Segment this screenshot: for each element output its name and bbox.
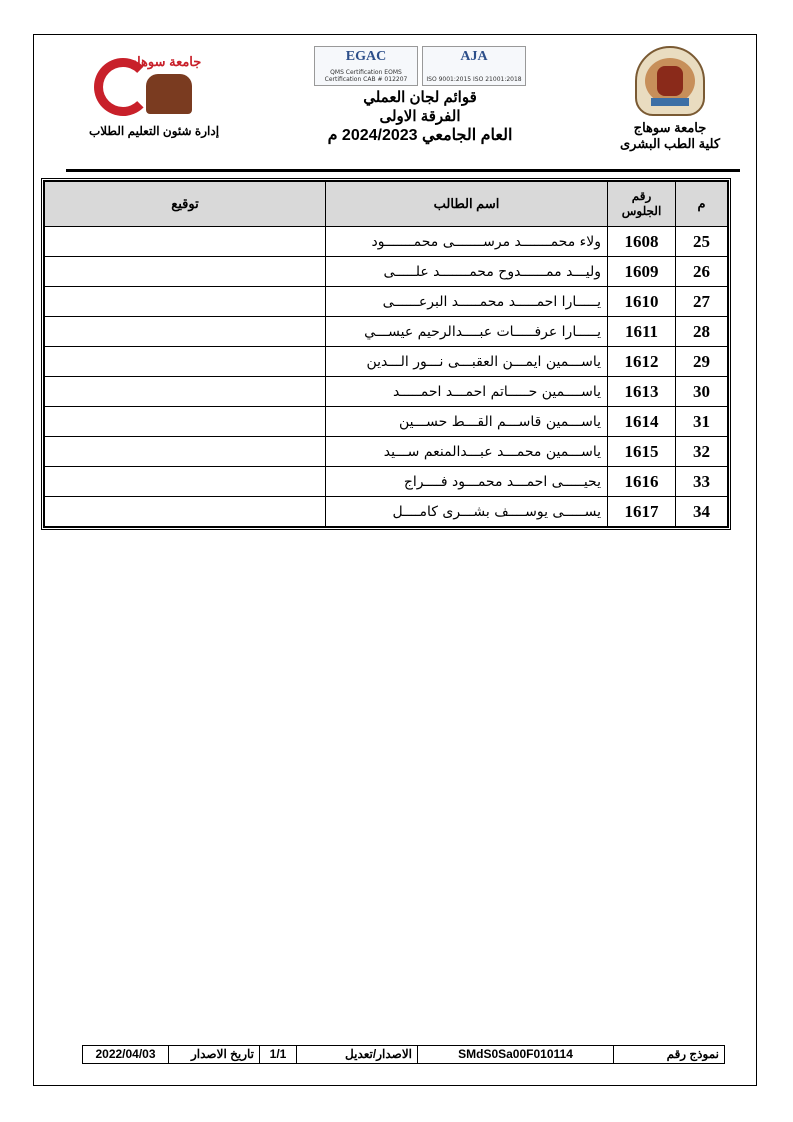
seat-number: 1608: [608, 227, 676, 257]
row-number: 33: [676, 467, 728, 497]
form-code: SMdS0Sa00F010114: [417, 1046, 613, 1063]
signature-cell: [45, 437, 326, 467]
issue-value: 1/1: [259, 1046, 296, 1063]
student-name: يـــــارا عرفـــــات عبــــدالرحيم عيســـي: [326, 317, 608, 347]
university-crest-logo: [635, 46, 705, 116]
seat-number: 1617: [608, 497, 676, 527]
table-row: [45, 437, 728, 467]
seat-number: 1612: [608, 347, 676, 377]
department-name: إدارة شئون التعليم الطلاب: [88, 124, 220, 138]
certification-logos: [305, 46, 535, 86]
issue-date: 2022/04/03: [95, 1047, 156, 1061]
document-title: قوائم لجان العملي: [363, 89, 477, 106]
university-name: جامعة سوهاج: [633, 120, 707, 135]
table-row: [45, 347, 728, 377]
table-row: [45, 377, 728, 407]
row-number: 26: [676, 257, 728, 287]
table-row: [45, 497, 728, 527]
row-number: 30: [676, 377, 728, 407]
student-name: يحيـــــى احمـــد محمـــود فــــراج: [326, 467, 608, 497]
signature-cell: [45, 287, 326, 317]
student-name: وليـــد ممــــــدوح محمـــــــد علـــــى: [326, 257, 608, 287]
signature-cell: [45, 317, 326, 347]
academic-year: العام الجامعي 2024/2023 م: [327, 127, 513, 144]
row-number: 28: [676, 317, 728, 347]
row-number: 27: [676, 287, 728, 317]
student-name: ياســـمين قاســـم القـــط حســـين: [326, 407, 608, 437]
signature-cell: [45, 377, 326, 407]
issue-date-label: تاريخ الاصدار: [168, 1046, 259, 1063]
header-student-name: اسم الطالب: [326, 182, 608, 227]
row-number: 32: [676, 437, 728, 467]
header-seat-number: رقم الجلوس: [608, 182, 676, 227]
signature-cell: [45, 467, 326, 497]
student-name: يـــــارا احمـــــد محمـــــد البرعــــــى: [326, 287, 608, 317]
title-block: [305, 46, 535, 146]
aja-cert-logo: AJA ISO 9001:2015 ISO 21001:2018: [422, 46, 526, 86]
student-affairs-logo: جامعة سوهاج: [88, 52, 220, 118]
seat-number: 1615: [608, 437, 676, 467]
university-block: [600, 46, 740, 152]
signature-cell: [45, 407, 326, 437]
table-row: [45, 407, 728, 437]
egac-cert-logo: EGAC QMS Certification EOMS Certification CAB # 012207: [314, 46, 418, 86]
row-number: 31: [676, 407, 728, 437]
signature-cell: [45, 227, 326, 257]
table-row: [45, 227, 728, 257]
row-number: 25: [676, 227, 728, 257]
seat-number: 1616: [608, 467, 676, 497]
header-number: م: [676, 182, 728, 227]
seat-number: 1613: [608, 377, 676, 407]
seat-number: 1611: [608, 317, 676, 347]
table-row: [45, 467, 728, 497]
signature-cell: [45, 257, 326, 287]
seat-number: 1614: [608, 407, 676, 437]
student-name: يســـــى يوســــف بشـــرى كامــــل: [326, 497, 608, 527]
header-divider: [66, 169, 740, 172]
row-number: 29: [676, 347, 728, 377]
signature-cell: [45, 347, 326, 377]
students-table: [41, 178, 731, 530]
issue-label: الاصدار/تعديل: [296, 1046, 417, 1063]
form-footer: [82, 1045, 725, 1064]
student-name: ياســــمين حـــــاتم احمـــد احمـــــد: [326, 377, 608, 407]
signature-cell: [45, 497, 326, 527]
table-row: [45, 317, 728, 347]
form-number-label: نموذج رقم: [613, 1046, 724, 1063]
table-header-row: [45, 182, 728, 227]
student-name: ياســـمين محمـــد عبـــدالمنعم ســـيد: [326, 437, 608, 467]
student-name: ولاء محمـــــــد مرســـــــى محمـــــــود: [326, 227, 608, 257]
table-row: [45, 257, 728, 287]
student-name: ياســـمين ايمـــن العقبـــى نـــور الـــدين: [326, 347, 608, 377]
header-signature: توقيع: [45, 182, 326, 227]
table-row: [45, 287, 728, 317]
faculty-name: كلية الطب البشرى: [619, 136, 721, 151]
seat-number: 1609: [608, 257, 676, 287]
class-year: الفرقة الاولى: [379, 108, 461, 125]
row-number: 34: [676, 497, 728, 527]
seat-number: 1610: [608, 287, 676, 317]
department-block: [74, 52, 234, 138]
